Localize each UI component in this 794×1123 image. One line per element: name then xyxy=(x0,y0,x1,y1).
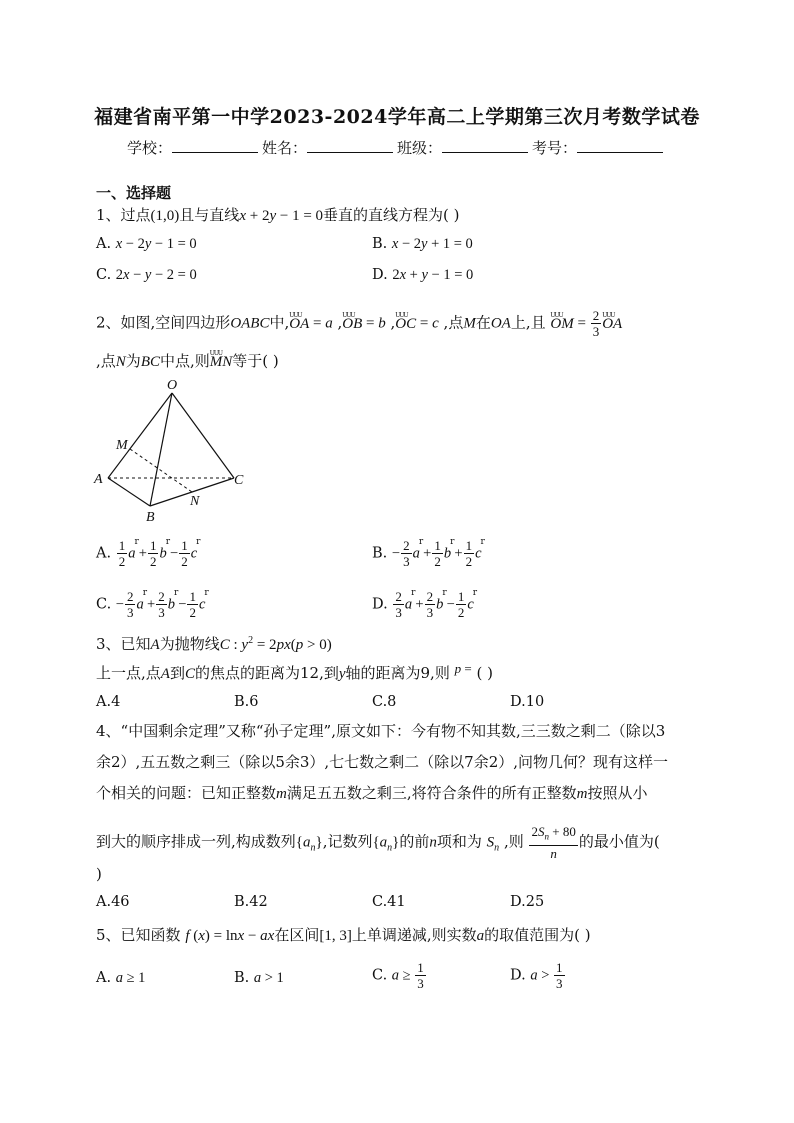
q4-option-a[interactable]: A.46 xyxy=(96,894,130,910)
tetrahedron-figure xyxy=(92,373,252,523)
q5-stem: 5、已知函数 f (x) = lnx − ax在区间[1, 3]上单调递减,则实数a的取值范围为( ) xyxy=(96,926,591,944)
label-a: A xyxy=(94,472,103,487)
q1-stem: 1、过点(1,0)且与直线x + 2y − 1 = 0垂直的直线方程为( ) xyxy=(96,206,460,224)
label-n: N xyxy=(190,494,200,509)
q4-line5: ) xyxy=(96,865,102,883)
student-info-line xyxy=(0,137,794,158)
q5-option-c[interactable]: C. a ≥ $\frac{1}{3}$ xyxy=(372,960,424,991)
class-label: 班级： xyxy=(397,139,443,157)
exam-title: 福建省南平第一中学2023-2024学年高二上学期第三次月考数学试卷 xyxy=(94,106,700,128)
name-label: 姓名： xyxy=(261,139,307,157)
label-c: C xyxy=(234,473,244,488)
q4-option-c[interactable]: C.41 xyxy=(372,894,406,910)
q2-stem-line2: ,点N为BC中点,则UUU MN等于( ) xyxy=(96,351,279,372)
q4-option-b[interactable]: B.42 xyxy=(234,894,268,910)
q2-stem-line1: 2、如图,空间四边形OABC中,UUU OA = a ,UUU OB = b ,UUU OC = c ,点M在OA上,且 UUU OM = $\frac{2}{3}$ UUU OA xyxy=(96,308,622,339)
q3-option-b[interactable]: B.6 xyxy=(234,694,259,710)
exam-no-blank[interactable] xyxy=(577,138,663,153)
q4-option-d[interactable]: D.25 xyxy=(510,894,545,910)
q5-option-b[interactable]: B. a > 1 xyxy=(234,970,284,986)
label-b: B xyxy=(146,510,155,523)
q3-option-d[interactable]: D.10 xyxy=(510,694,545,710)
label-o: O xyxy=(167,378,178,393)
section-title: 一、选择题 xyxy=(96,184,172,202)
q3-stem-line2: 上一点,点A到C的焦点的距离为12,到y轴的距离为9,则 p = ( ) xyxy=(96,661,493,682)
q1-option-a[interactable]: A. x − 2y − 1 = 0 xyxy=(96,236,197,252)
school-blank[interactable] xyxy=(172,138,258,153)
q5-option-a[interactable]: A. a ≥ 1 xyxy=(96,970,146,986)
q1-option-d[interactable]: D. 2x + y − 1 = 0 xyxy=(372,267,474,283)
exam-no-label: 考号： xyxy=(532,139,578,157)
q5-option-d[interactable]: D. a > $\frac{1}{3}$ xyxy=(510,960,563,991)
q4-line1: 4、“中国剩余定理”又称“孙子定理”,原文如下：今有物不知其数,三三数之剩二（除以3 xyxy=(96,722,666,740)
q3-option-a[interactable]: A.4 xyxy=(96,694,121,710)
q1-option-b[interactable]: B. x − 2y + 1 = 0 xyxy=(372,236,473,252)
label-m: M xyxy=(116,438,128,453)
q4-line2: 余2）,五五数之剩三（除以5余3）,七七数之剩二（除以7余2）,问物几何？现有这样一 xyxy=(96,753,669,771)
q4-line3: 个相关的问题：已知正整数m满足五五数之剩三,将符合条件的所有正整数m按照从小 xyxy=(96,784,648,802)
q2-option-b[interactable]: B. − $\frac{2}{3}$ $a^r+$ $\frac{1}{2}$ $b^r+$ $\frac{1}{2}$ $c^r$ xyxy=(372,537,485,569)
q2-option-a[interactable]: A. $\frac{1}{2}$ $a^r+$ $\frac{1}{2}$ $b^r-$ $\frac{1}{2}$ $c^r$ xyxy=(96,537,201,569)
name-blank[interactable] xyxy=(307,138,393,153)
q4-line4: 到大的顺序排成一列,构成数列$\{a_n\}$,记数列$\{a_n\}$的前n项和为 $S_n$ ,则 $\frac{2S_n + 80}{n}$ 的最小值为( xyxy=(96,824,660,861)
q2-option-d[interactable]: D. $\frac{2}{3}$ $a^r+$ $\frac{2}{3}$ $b^r-$ $\frac{1}{2}$ $c^r$ xyxy=(372,588,478,620)
school-label: 学校： xyxy=(126,139,172,157)
q1-option-c[interactable]: C. 2x − y − 2 = 0 xyxy=(96,267,197,283)
q2-option-c[interactable]: C. − $\frac{2}{3}$ $a^r+$ $\frac{2}{3}$ $b^r-$ $\frac{1}{2}$ $c^r$ xyxy=(96,588,209,620)
q3-option-c[interactable]: C.8 xyxy=(372,694,397,710)
class-blank[interactable] xyxy=(442,138,528,153)
q3-stem-line1: 3、已知A为抛物线C : $y^2 = 2px(p > 0)$ xyxy=(96,635,332,653)
